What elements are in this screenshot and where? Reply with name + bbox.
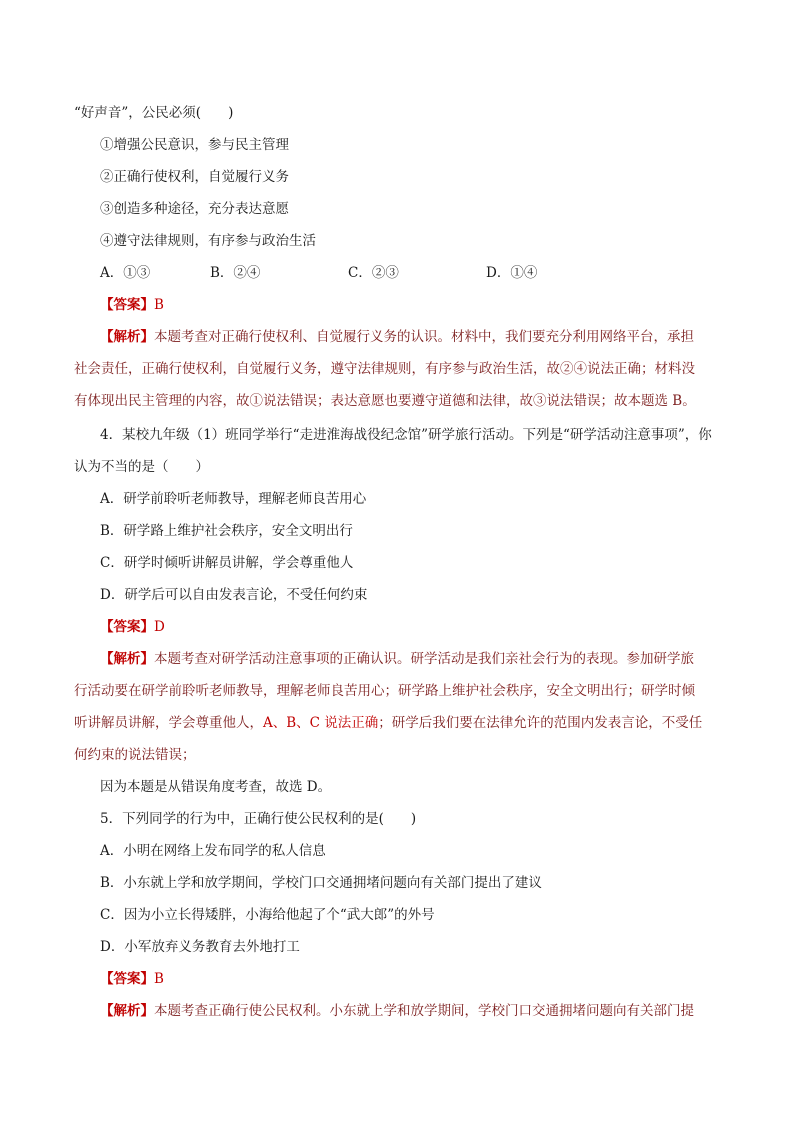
- analysis-text: 本题考查对研学活动注意事项的正确认识。研学活动是我们亲社会行为的表现。参加研学旅: [154, 651, 694, 667]
- analysis-text: 本题考查对正确行使权利、自觉履行义务的认识。材料中，我们要充分利用网络平台，承担: [154, 329, 694, 345]
- q3-analysis-line-3: 有体现出民主管理的内容，故①说法错误；表达意愿也要遵守道德和法律，故③说法错误；故本题选 B。: [74, 393, 696, 409]
- answer-tag: 【答案】: [100, 297, 154, 313]
- q4-analysis-line-2: 行活动要在研学前聆听老师教导，理解老师良苦用心；研学路上维护社会秩序，安全文明出行；研学时倾: [74, 683, 695, 699]
- analysis-tag: 【解析】: [100, 329, 154, 345]
- analysis-highlight: A、B、C 说法正确: [263, 715, 379, 731]
- q3-answer: [100, 296, 164, 314]
- q5-option-b: B．小东就上学和放学期间，学校门口交通拥堵问题向有关部门提出了建议: [100, 875, 542, 891]
- analysis-tag: 【解析】: [100, 1003, 154, 1019]
- analysis-tag: 【解析】: [100, 651, 154, 667]
- answer-value: B: [154, 297, 164, 313]
- answer-value: B: [154, 971, 164, 987]
- q4-analysis-line-1: [100, 650, 694, 668]
- q5-answer: [100, 970, 164, 988]
- analysis-text: 本题考查正确行使公民权利。小东就上学和放学期间，学校门口交通拥堵问题向有关部门提: [154, 1003, 694, 1019]
- q3-stem-tail: “好声音”，公民必须( ): [74, 105, 234, 121]
- q3-option-d: D．①④: [486, 265, 538, 281]
- analysis-text-a: 听讲解员讲解，学会尊重他人，: [74, 715, 263, 731]
- answer-tag: 【答案】: [100, 971, 154, 987]
- q4-analysis-line-4: 何约束的说法错误；: [74, 747, 196, 763]
- q3-analysis-line-1: [100, 328, 694, 346]
- answer-tag: 【答案】: [100, 619, 154, 635]
- q3-item-4: ④遵守法律规则，有序参与政治生活: [100, 233, 316, 249]
- q3-analysis-line-2: 社会责任，正确行使权利，自觉履行义务，遵守法律规则，有序参与政治生活，故②④说法正确；材料没: [74, 361, 695, 377]
- q5-option-d: D．小军放弃义务教育去外地打工: [100, 939, 300, 955]
- answer-value: D: [154, 619, 165, 635]
- q4-option-a: A．研学前聆听老师教导，理解老师良苦用心: [100, 491, 367, 507]
- q3-option-b: B．②④: [210, 265, 261, 281]
- q4-stem-line-2: 认为不当的是（ ）: [74, 459, 209, 475]
- analysis-text-c: ；研学后我们要在法律允许的范围内发表言论，不受任: [378, 715, 703, 731]
- q4-stem-line-1: 4．某校九年级（1）班同学举行“走进淮海战役纪念馆”研学旅行活动。下列是“研学活动注意事项”，你: [100, 427, 712, 443]
- q5-option-a: A．小明在网络上发布同学的私人信息: [100, 843, 326, 859]
- q5-stem: 5．下列同学的行为中，正确行使公民权利的是( ): [100, 811, 417, 827]
- q3-item-2: ②正确行使权利，自觉履行义务: [100, 169, 289, 185]
- q5-option-c: C．因为小立长得矮胖，小海给他起了个“武大郎”的外号: [100, 907, 435, 923]
- q4-analysis-line-3: [74, 714, 702, 732]
- q3-option-c: C．②③: [348, 265, 399, 281]
- q3-option-a: A．①③: [100, 265, 151, 281]
- q4-option-b: B．研学路上维护社会秩序，安全文明出行: [100, 523, 353, 539]
- q5-analysis-line-1: [100, 1002, 694, 1020]
- q4-option-c: C．研学时倾听讲解员讲解，学会尊重他人: [100, 555, 354, 571]
- q4-conclusion: 因为本题是从错误角度考查，故选 D。: [100, 779, 332, 795]
- q3-item-3: ③创造多种途径，充分表达意愿: [100, 201, 289, 217]
- q4-option-d: D．研学后可以自由发表言论，不受任何约束: [100, 587, 368, 603]
- q4-answer: [100, 618, 165, 636]
- q3-item-1: ①增强公民意识，参与民主管理: [100, 137, 289, 153]
